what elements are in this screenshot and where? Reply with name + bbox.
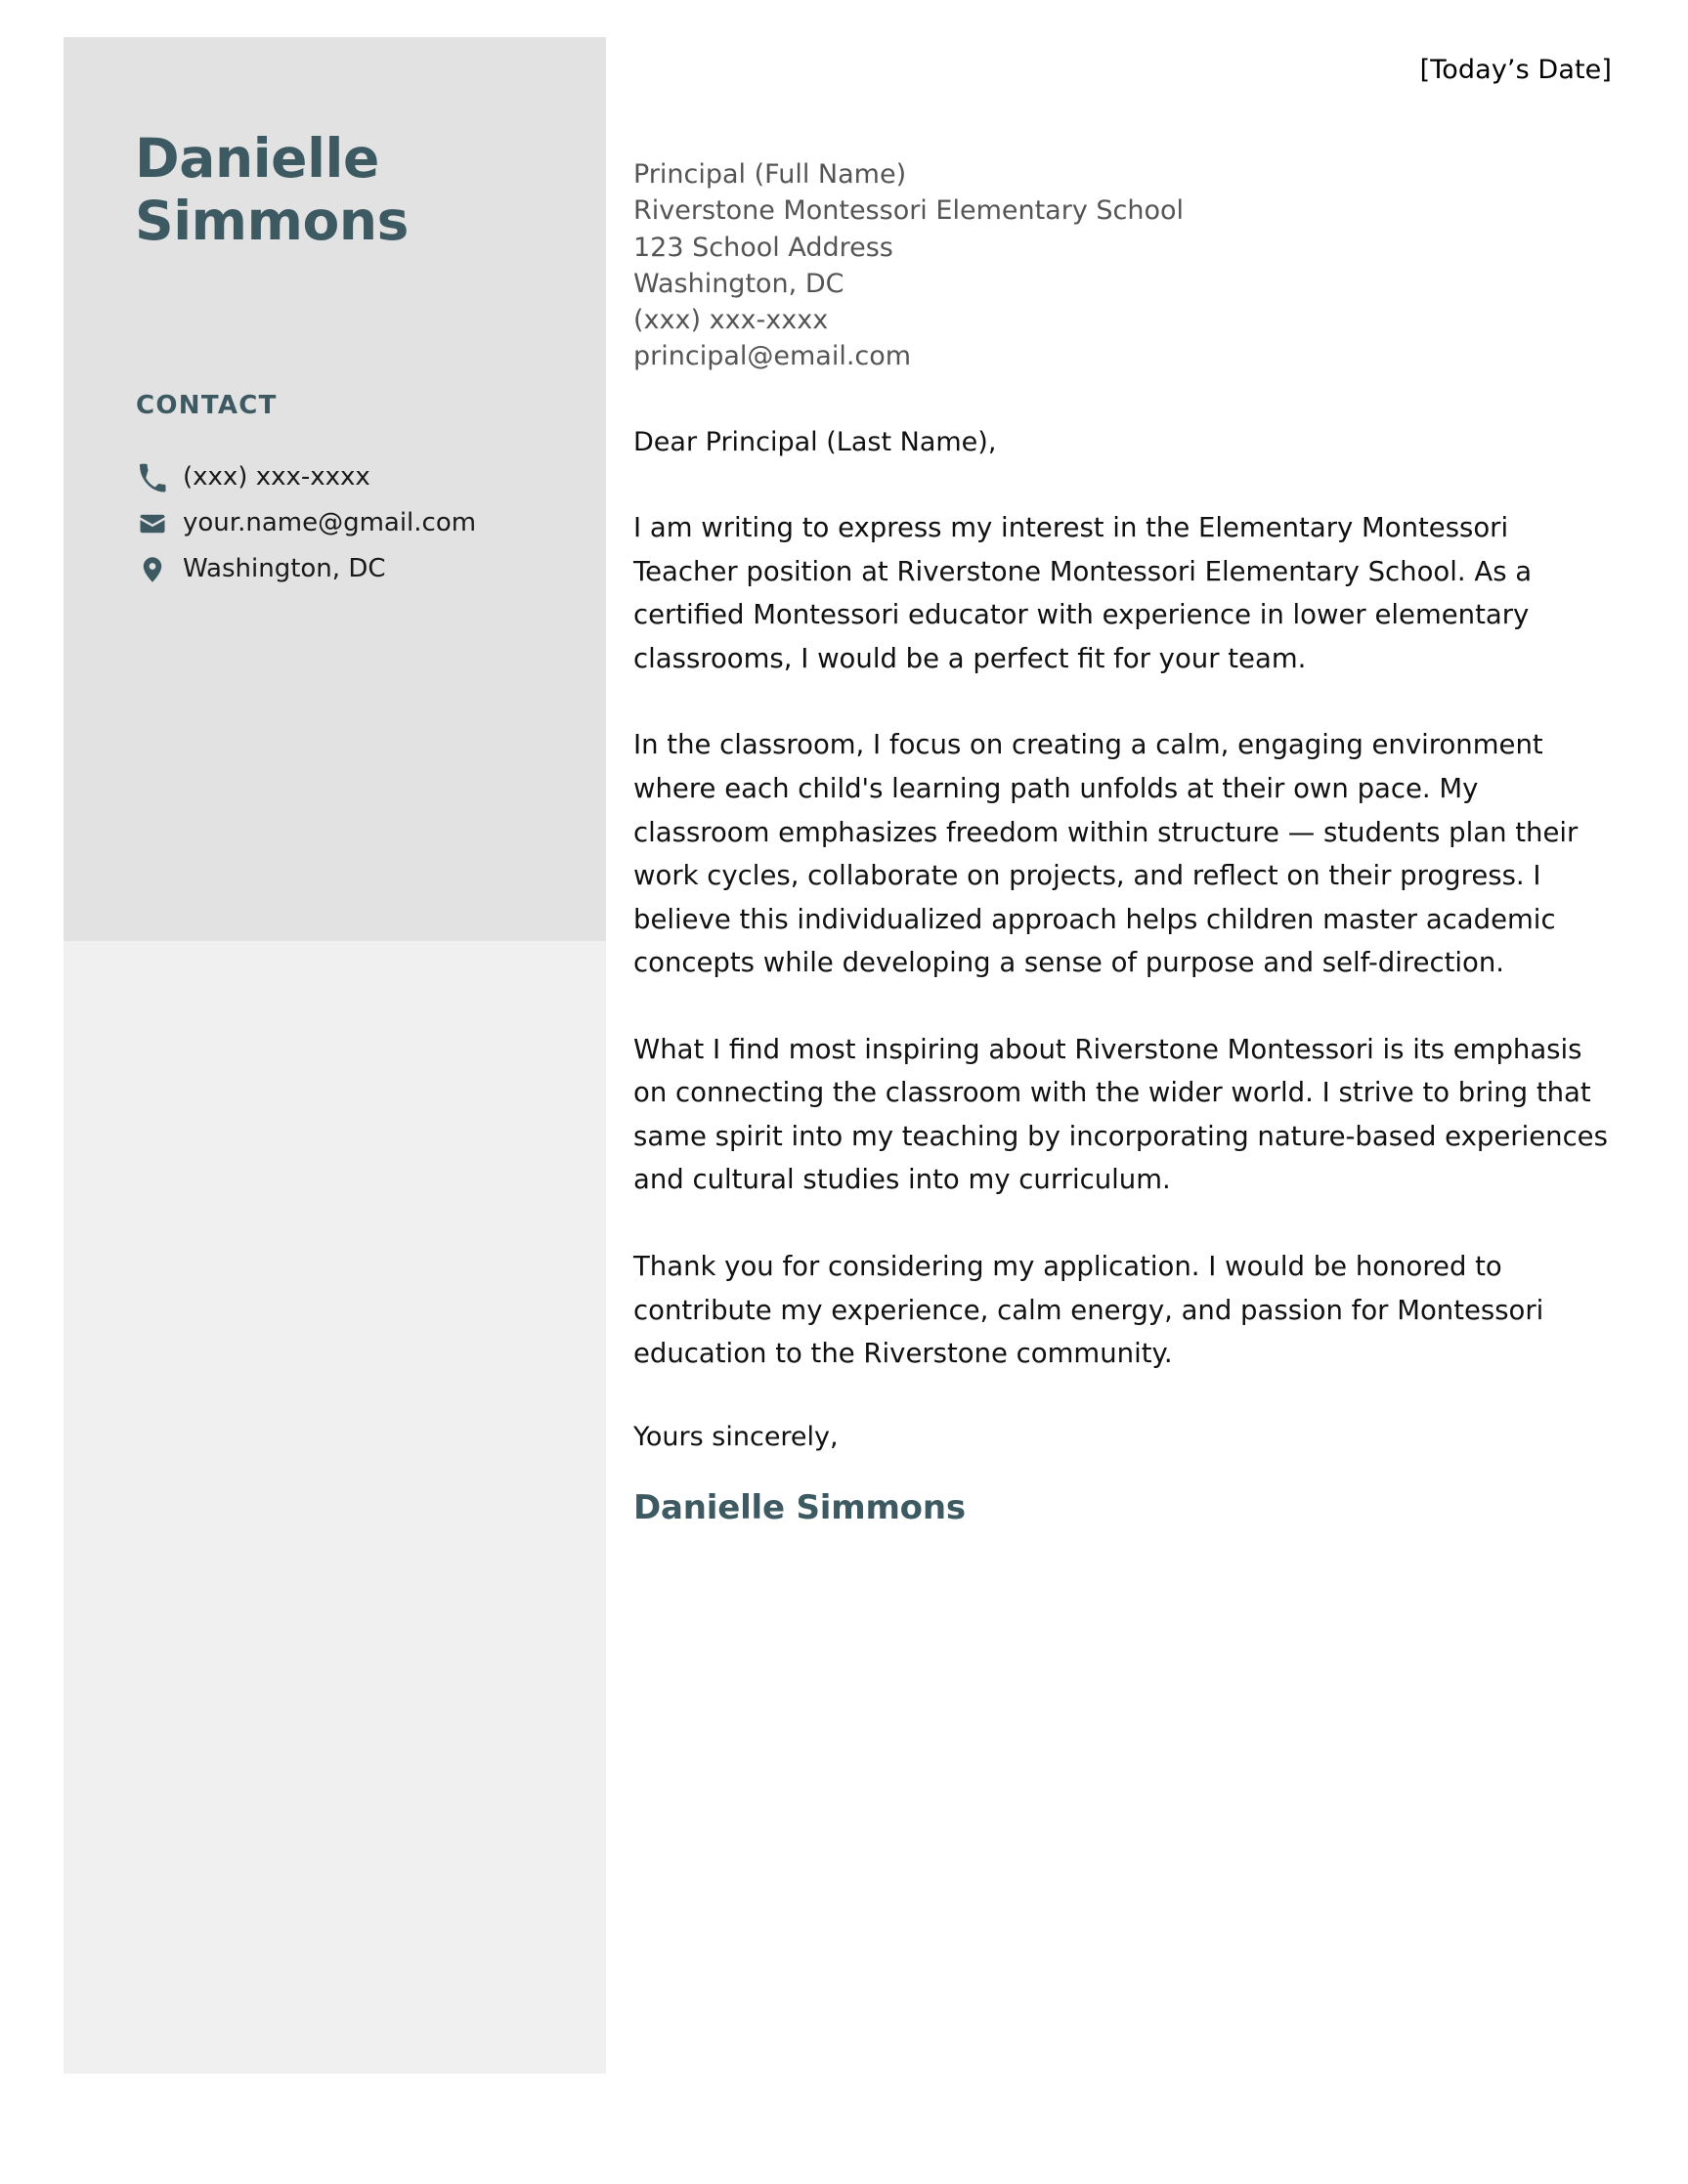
recipient-line: principal@email.com [633,341,912,372]
body-paragraph: In the classroom, I focus on creating a calm, engaging environment where each child's learning path unfolds at their own pace. My classroom emphasizes freedom within structure — students plan their work cycles, collaborate on projects, and reflect on their progress. I believe this individualized approach helps children master academic concepts while developing a sense of purpose and self-direction. [633,729,1579,979]
location-pin-icon [136,553,169,586]
recipient-line: (xxx) xxx-xxxx [633,305,829,335]
body-paragraph: Thank you for considering my application. I would be honored to contribute my experience, calm energy, and passion for Montessori education to the Riverstone community. [633,1250,1544,1370]
date-placeholder: [Today’s Date] [1419,55,1612,85]
salutation: Dear Principal (Last Name), [633,426,997,457]
contact-phone-value: (xxx) xxx-xxxx [183,462,370,492]
contact-email-value: your.name@gmail.com [183,508,477,538]
contact-section-heading: CONTACT [136,391,278,420]
letter-body [633,156,1621,1527]
recipient-line: 123 School Address [633,232,893,263]
signoff: Yours sincerely, [633,1421,839,1452]
signature-name: Danielle Simmons [633,1488,966,1528]
contact-item-location [136,547,585,592]
contact-location-value: Washington, DC [183,554,386,584]
sidebar [64,37,606,2074]
recipient-address-block [633,156,1621,375]
body-paragraph: I am writing to express my interest in the Elementary Montessori Teacher position at Riverstone Montessori Elementary School. As a certified Montessori educator with experience in lower elementary classrooms, I would be a perfect fit for your team. [633,512,1533,674]
body-paragraph: What I find most inspiring about Riverstone Montessori is its emphasis on connecting the classroom with the wider world. I strive to bring that same spirit into my teaching by incorporating nature-based experiences and cultural studies into my curriculum. [633,1033,1608,1196]
applicant-name: Danielle Simmons [135,127,409,253]
phone-icon [136,461,169,494]
contact-item-phone [136,455,585,500]
contact-item-email [136,501,585,546]
envelope-icon [136,507,169,540]
recipient-line: Riverstone Montessori Elementary School [633,195,1185,227]
contact-list [136,455,585,593]
recipient-line: Washington, DC [633,268,844,299]
recipient-line: Principal (Full Name) [633,159,907,190]
